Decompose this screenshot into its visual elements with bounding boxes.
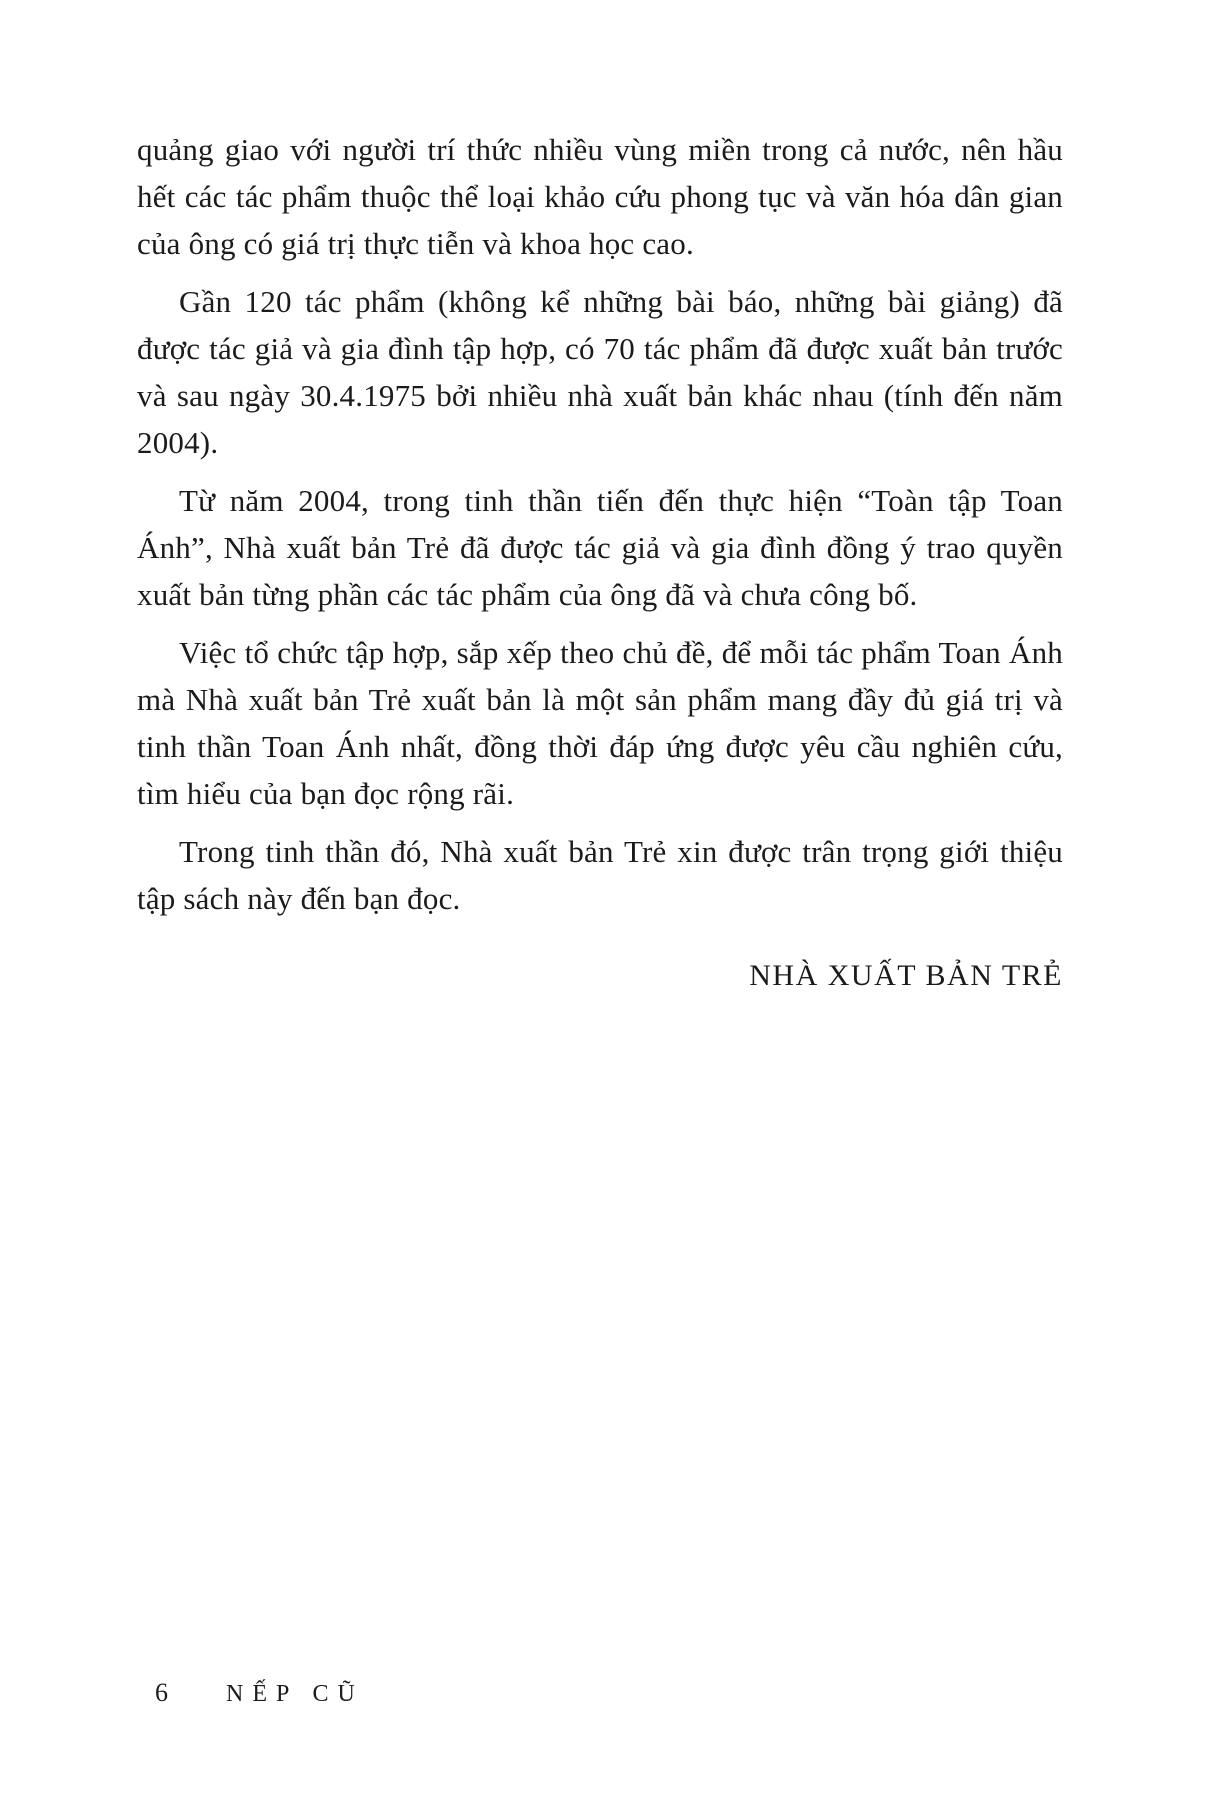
page-footer — [155, 1678, 364, 1709]
page-number: 6 — [155, 1678, 168, 1707]
paragraph: Từ năm 2004, trong tinh thần tiến đến thực hiện “Toàn tập Toan Ánh”, Nhà xuất bản Trẻ đã được tác giả và gia đình đồng ý trao quyền xuất bản từng phần các tác phẩm của ông đã và chưa công bố. — [137, 483, 1063, 612]
paragraph: Việc tổ chức tập hợp, sắp xếp theo chủ đề, để mỗi tác phẩm Toan Ánh mà Nhà xuất bản Trẻ xuất bản là một sản phẩm mang đầy đủ giá trị và tinh thần Toan Ánh nhất, đồng thời đáp ứng được yêu cầu nghiên cứu, tìm hiểu của bạn đọc rộng rãi. — [137, 635, 1063, 811]
paragraph: quảng giao với người trí thức nhiều vùng miền trong cả nước, nên hầu hết các tác phẩm thuộc thể loại khảo cứu phong tục và văn hóa dân gian của ông có giá trị thực tiễn và khoa học cao. — [137, 132, 1063, 261]
paragraph: Gần 120 tác phẩm (không kể những bài báo, những bài giảng) đã được tác giả và gia đình tập hợp, có 70 tác phẩm đã được xuất bản trước và sau ngày 30.4.1975 bởi nhiều nhà xuất bản khác nhau (tính đến năm 2004). — [137, 284, 1063, 460]
body-text — [137, 126, 1063, 996]
publisher-signature: NHÀ XUẤT BẢN TRẺ — [749, 959, 1063, 992]
running-title: NẾP CŨ — [226, 1681, 364, 1707]
paragraph: Trong tinh thần đó, Nhà xuất bản Trẻ xin được trân trọng giới thiệu tập sách này đến bạn đọc. — [137, 834, 1063, 916]
